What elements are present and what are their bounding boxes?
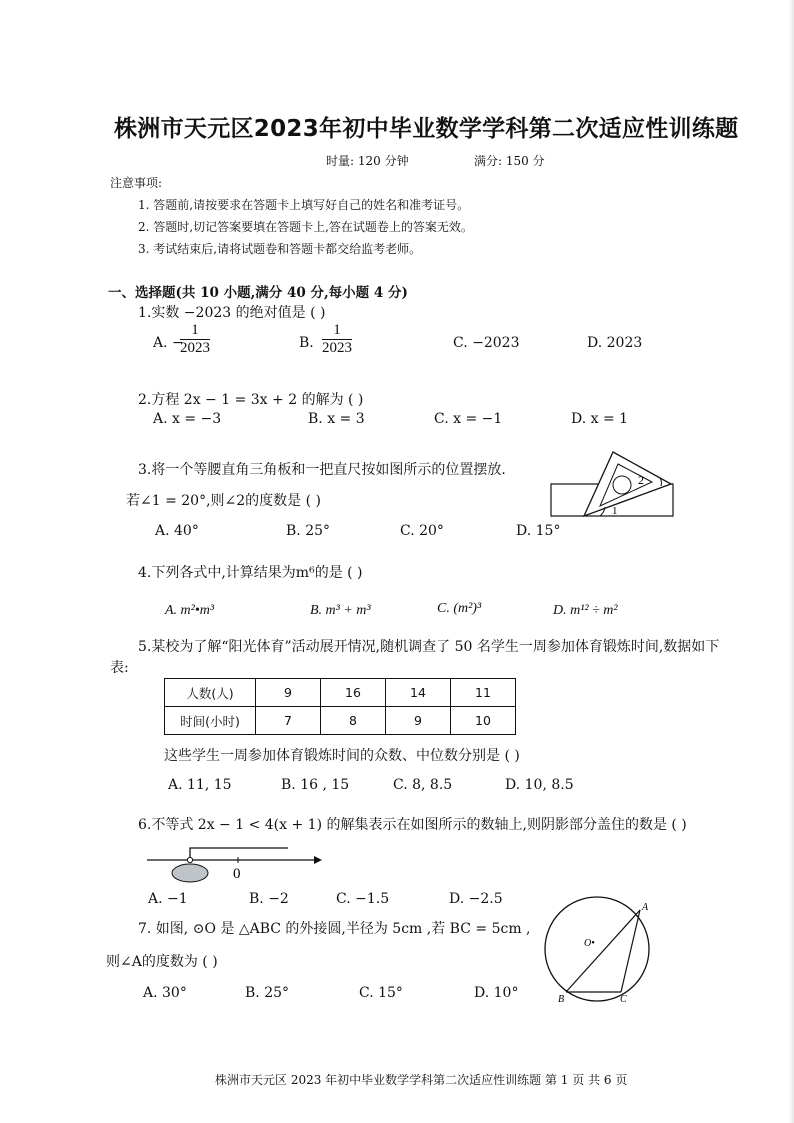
denominator: 2023: [180, 340, 210, 356]
note-item: 2. 答题时,切记答案要填在答题卡上,答在试题卷上的答案无效。: [138, 220, 473, 234]
denominator: 2023: [322, 340, 352, 356]
option-a: A. 30°: [143, 985, 187, 1001]
table-row: [165, 707, 516, 735]
option-b: B. 16 , 15: [281, 777, 350, 793]
exam-title: 株洲市天元区2023年初中毕业数学学科第二次适应性训练题: [114, 116, 739, 142]
option-a: A. x = −3: [153, 411, 222, 427]
vertex-c-label: C: [620, 994, 627, 1004]
option-d: D. 10, 8.5: [505, 777, 574, 793]
table-row: [165, 679, 516, 707]
table-cell: 7: [256, 707, 321, 735]
data-table: [164, 678, 516, 735]
circle-triangle-figure: [538, 896, 658, 1004]
numerator: 1: [322, 322, 352, 340]
shaded-ellipse: [172, 864, 208, 882]
question-stem: 7. 如图, ⊙O 是 △ABC 的外接圆,半径为 5cm ,若 BC = 5cm ,: [138, 921, 531, 937]
circumcircle: [545, 897, 649, 1001]
question-text: 这些学生一周参加体育锻炼时间的众数、中位数分别是 ( ): [164, 748, 520, 764]
option-b: B. m³ + m³: [310, 603, 371, 618]
option-c: C. x = −1: [434, 411, 503, 427]
triangle-hole: [613, 476, 631, 494]
table-cell: 9: [386, 707, 451, 735]
solution-bracket: [190, 848, 288, 860]
option-c: C. (m²)³: [437, 601, 482, 616]
question-stem-cont: 表:: [110, 660, 129, 676]
option-a: A. −1: [148, 891, 188, 907]
table-cell: 10: [451, 707, 516, 735]
page-edge-shadow: [788, 0, 794, 1123]
vertex-a-label: A: [642, 902, 649, 913]
note-item: 1. 答题前,请按要求在答题卡上填写好自己的姓名和准考证号。: [138, 198, 470, 212]
table-cell: 16: [321, 679, 386, 707]
question-stem: 2.方程 2x − 1 = 3x + 2 的解为 ( ): [138, 392, 364, 408]
full-score: 满分: 150 分: [474, 154, 545, 168]
option-b: B. x = 3: [308, 411, 365, 427]
number-line-figure: [144, 840, 324, 888]
time-limit: 时量: 120 分钟: [326, 154, 409, 168]
option-a-label: A. −: [153, 335, 184, 351]
side-ab: [566, 910, 640, 992]
option-c: C. 15°: [359, 985, 403, 1001]
angle-1-label: 1: [612, 505, 618, 517]
question-stem-2: 则∠A的度数为 ( ): [106, 954, 218, 970]
notes-heading: 注意事项:: [110, 176, 163, 190]
option-b-label: B.: [299, 335, 314, 351]
question-stem: 5.某校为了解“阳光体育”活动展开情况,随机调查了 50 名学生一周参加体育锻炼时间,数据如下: [138, 639, 720, 655]
section-heading: 一、选择题(共 10 小题,满分 40 分,每小题 4 分): [108, 285, 408, 301]
arrow-icon: [314, 856, 322, 864]
center-o-label: O•: [584, 938, 595, 949]
ruler-triangle-figure: [548, 450, 676, 520]
option-d: D. 15°: [516, 523, 561, 539]
numerator: 1: [180, 322, 210, 340]
option-c: C. −2023: [453, 335, 520, 351]
page-footer: 株洲市天元区 2023 年初中毕业数学学科第二次适应性训练题 第 1 页 共 6 页: [215, 1073, 628, 1087]
option-d: D. 10°: [474, 985, 519, 1001]
question-stem: 6.不等式 2x − 1 < 4(x + 1) 的解集表示在如图所示的数轴上,则阴影部分盖住的数是 ( ): [138, 817, 687, 833]
zero-label: 0: [233, 866, 241, 882]
question-stem-2: 若∠1 = 20°,则∠2的度数是 ( ): [126, 493, 321, 509]
option-c: C. 8, 8.5: [393, 777, 453, 793]
option-a: A. 11, 15: [168, 777, 232, 793]
option-b: B. 25°: [245, 985, 290, 1001]
question-stem: 4.下列各式中,计算结果为m⁶的是 ( ): [138, 565, 363, 581]
option-b: B. 25°: [286, 523, 331, 539]
option-c: C. 20°: [400, 523, 444, 539]
angle-2-label: 2: [638, 473, 644, 487]
option-a-fraction: [180, 322, 210, 357]
side-ac: [621, 910, 640, 992]
question-stem: 3.将一个等腰直角三角板和一把直尺按如图所示的位置摆放.: [138, 462, 506, 478]
table-cell: 8: [321, 707, 386, 735]
table-cell: 人数(人): [165, 679, 256, 707]
option-d: D. 2023: [587, 335, 643, 351]
note-item: 3. 考试结束后,请将试题卷和答题卡都交给监考老师。: [138, 242, 422, 256]
table-cell: 14: [386, 679, 451, 707]
option-d: D. x = 1: [571, 411, 629, 427]
vertex-b-label: B: [558, 994, 565, 1004]
open-circle: [187, 857, 192, 862]
option-c: C. −1.5: [336, 891, 390, 907]
option-b: B. −2: [249, 891, 289, 907]
option-d: D. −2.5: [449, 891, 503, 907]
question-stem: 1.实数 −2023 的绝对值是 ( ): [138, 305, 326, 321]
table-cell: 时间(小时): [165, 707, 256, 735]
option-a: A. 40°: [155, 523, 199, 539]
option-b-fraction: [322, 322, 352, 357]
table-cell: 9: [256, 679, 321, 707]
option-a: A. m²•m³: [165, 603, 215, 618]
option-d: D. m¹² ÷ m²: [553, 603, 618, 618]
table-cell: 11: [451, 679, 516, 707]
